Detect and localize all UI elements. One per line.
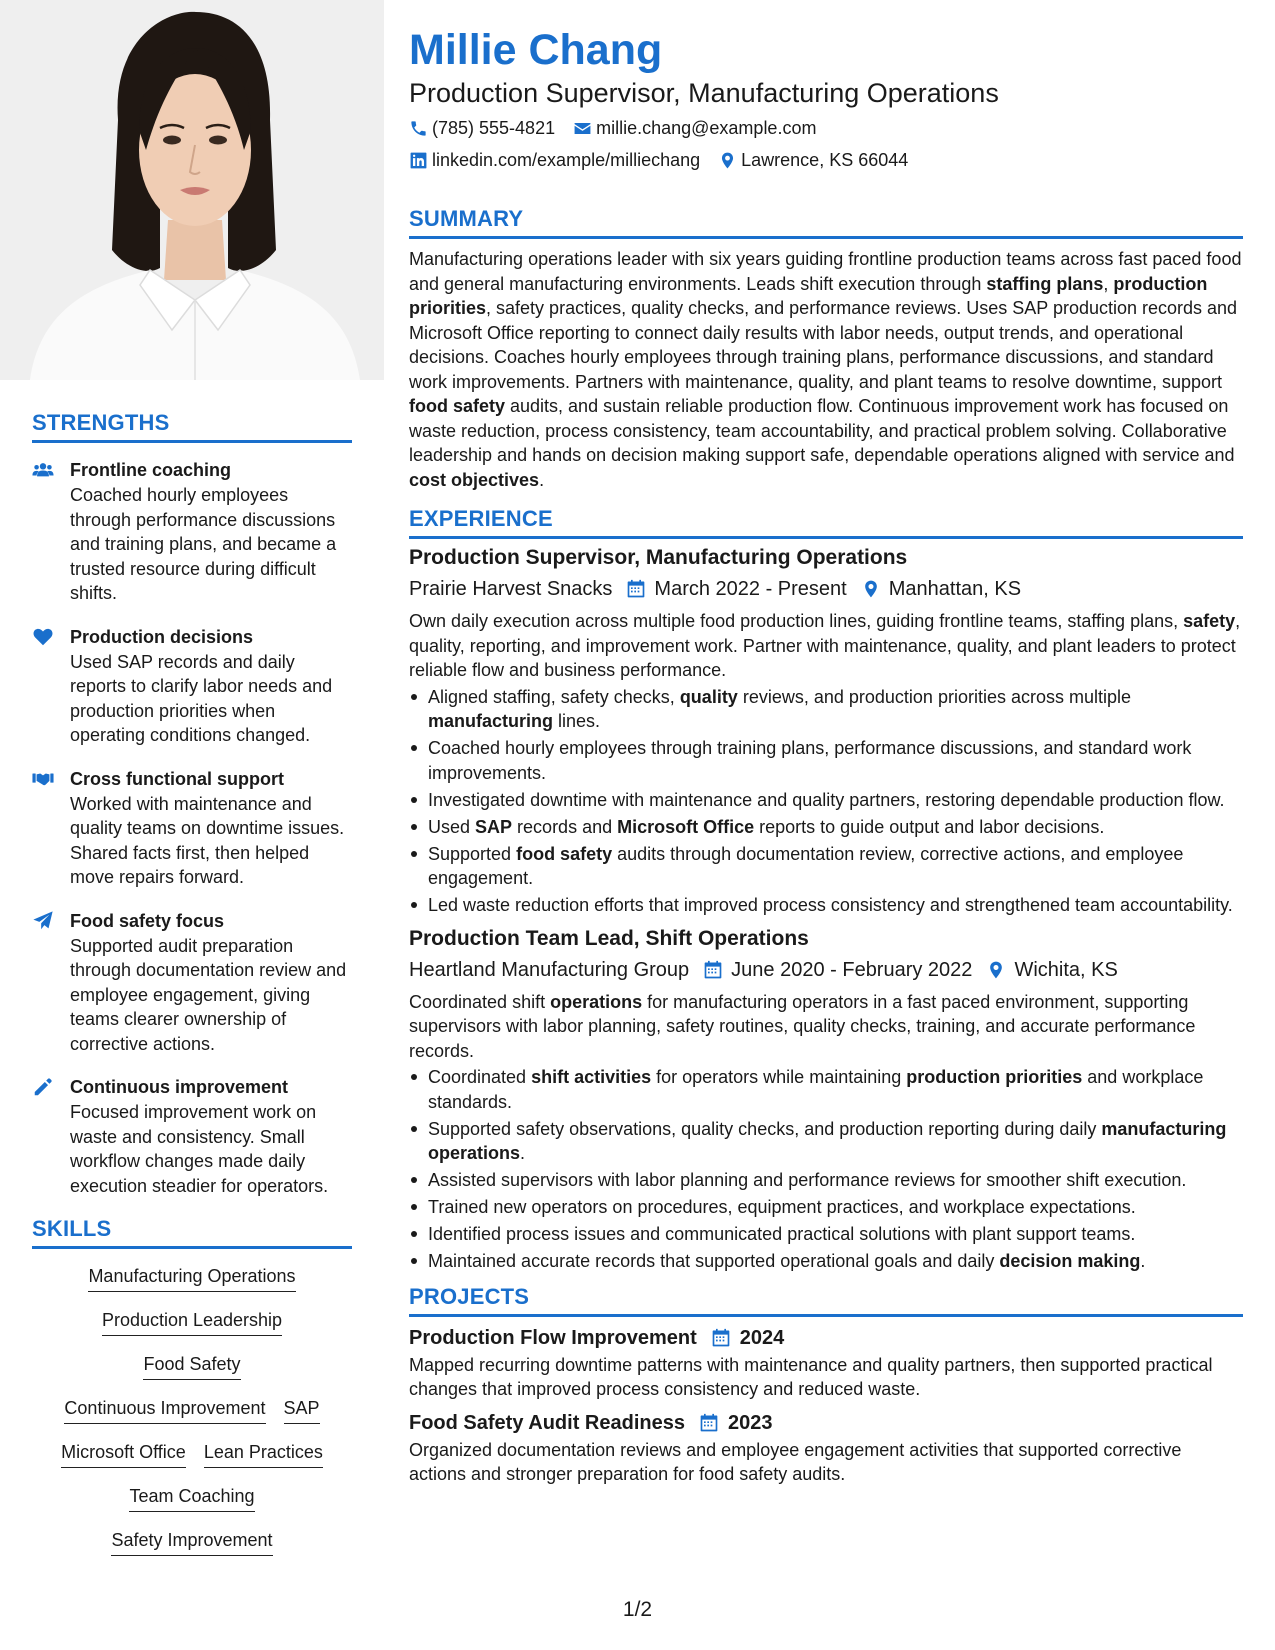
bold-text: food safety [409,396,506,416]
skill-tag: Lean Practices [204,1439,323,1468]
skill-tag: Team Coaching [129,1483,254,1512]
bold-text: production priorities [906,1067,1083,1087]
bold-text: shift activities [531,1067,652,1087]
sidebar [0,0,384,1650]
linkedin-contact[interactable] [409,144,700,176]
calendar-icon [626,579,646,599]
bullet-item: Supported food safety audits through documentation review, corrective actions, and employee engagement. [409,842,1243,891]
project-year: 2024 [739,1326,785,1349]
calendar-icon [699,1413,719,1433]
bullet-item: Coordinated shift activities for operators while maintaining production priorities and workplace standards. [409,1065,1243,1114]
bullet-item: Identified process issues and communicated practical solutions with plant support teams. [409,1222,1243,1247]
candidate-name: Millie Chang [409,26,663,74]
experience-heading: EXPERIENCE [409,506,1243,539]
phone-icon [409,119,428,138]
company-name: Prairie Harvest Snacks [409,578,613,600]
strength-title: Continuous improvement [70,1077,289,1097]
skill-tag: SAP [284,1395,320,1424]
location-text: Manhattan, KS [888,578,1022,600]
strength-item [32,1074,352,1198]
strength-item [32,624,352,748]
pencil-icon [32,1074,70,1198]
project-title-row [409,1408,1243,1438]
project-entry [409,1323,1243,1402]
heart-icon [32,624,70,748]
page-number: 1/2 [622,1598,653,1621]
contact-row [409,112,1243,144]
company-name: Heartland Manufacturing Group [409,958,690,981]
bold-text: manufacturing [428,711,554,731]
email-text: millie.chang@example.com [596,118,817,138]
job-meta [409,573,1243,605]
headline: Production Supervisor, Manufacturing Operations [409,78,999,108]
envelope-icon [573,119,592,138]
strength-item [32,908,352,1057]
strength-desc: Supported audit preparation through documentation review and employee engagement, giving teams clearer ownership of corrective actions. [70,935,347,1054]
location-contact [718,144,908,176]
calendar-icon [711,1328,731,1348]
bullet-item: Supported safety observations, quality checks, and production reporting during daily manufacturing operations. [409,1117,1243,1166]
main-column [409,24,1243,1487]
job-entry [409,924,1243,1274]
job-dates [703,954,972,986]
bold-text: manufacturing operations [428,1118,1227,1163]
skill-tag: Food Safety [143,1351,240,1380]
calendar-icon [703,960,723,980]
map-pin-icon [861,579,881,599]
skill-tag: Manufacturing Operations [88,1263,295,1292]
skills-section [32,1216,352,1571]
strength-title: Food safety focus [70,910,225,931]
handshake-icon [32,766,70,890]
summary-text: Manufacturing operations leader with six years guiding frontline production teams across fast paced food and general manufacturing environments. Leads shift execution through staffing plans, production priorities, safety practices, quality checks, and performance reviews. Uses SAP production records and Microsoft Office reporting to connect daily results with labor needs, output trends, and operational decisions. Coaches hourly employees through training plans, performance discussions, and standard work improvements. Partners with maintenance, quality, and plant teams to resolve downtime, support food safety audits, and sustain reliable production flow. Continuous improvement work has focused on waste reduction, process consistency, team accountability, and practical problem solving. Collaborative leadership and hands on decision making support safe, dependable operations aligned with service and cost objectives. [409,249,1242,490]
job-entry [409,543,1243,918]
project-desc: Organized documentation reviews and employee engagement activities that supported corrective actions and stronger preparation for food safety audits. [409,1439,1182,1484]
bullet-item: Assisted supervisors with labor planning and performance reviews for smoother shift execution. [409,1168,1243,1193]
bold-text: safety [1183,611,1236,631]
job-title: Production Supervisor, Manufacturing Operations [409,546,908,569]
job-intro: Own daily execution across multiple food production lines, guiding frontline teams, staffing plans, safety, quality, reporting, and improvement work. Partner with maintenance, quality, and plant leaders to protect reliable flow and business performance. [409,611,1241,680]
dates-text: March 2022 - Present [654,578,847,600]
bold-text: Microsoft Office [617,816,755,837]
projects-heading: PROJECTS [409,1284,1243,1317]
strength-item [32,457,352,606]
email-contact[interactable] [573,112,816,144]
phone-contact[interactable] [409,112,555,144]
skill-tag: Production Leadership [102,1307,282,1336]
job-location [986,954,1117,986]
job-location [861,573,1021,605]
strength-desc: Worked with maintenance and quality teams on downtime issues. Shared facts first, then helped move repairs forward. [70,793,345,887]
experience-section [409,506,1243,1274]
project-title: Food Safety Audit Readiness [409,1411,685,1434]
linkedin-icon [409,151,428,170]
summary-section [409,206,1243,492]
bold-text: decision making [999,1251,1141,1271]
bullet-item: Maintained accurate records that supported operational goals and daily decision making. [409,1249,1243,1274]
dates-text: June 2020 - February 2022 [731,958,973,981]
summary-heading: SUMMARY [409,206,1243,239]
strengths-heading: STRENGTHS [32,410,352,443]
job-dates [626,573,846,605]
linkedin-text: linkedin.com/example/milliechang [432,150,701,170]
project-year: 2023 [727,1411,773,1434]
strength-desc: Focused improvement work on waste and consistency. Small workflow changes made daily execution steadier for operators. [70,1102,329,1196]
strength-title: Frontline coaching [70,460,232,480]
bold-text: operations [550,991,643,1012]
map-pin-icon [986,960,1006,980]
strength-item [32,766,352,890]
bold-text: staffing plans [986,273,1104,294]
job-title: Production Team Lead, Shift Operations [409,926,809,950]
job-bullets [409,1065,1243,1274]
project-title: Production Flow Improvement [409,1326,697,1349]
bullet-item: Investigated downtime with maintenance and quality partners, restoring dependable production flow. [409,788,1243,813]
paper-plane-icon [32,908,70,1057]
bullet-item: Coached hourly employees through training plans, performance discussions, and standard work improvements. [409,736,1243,785]
bold-text: SAP [475,816,513,837]
location-text: Wichita, KS [1014,958,1118,981]
job-intro: Coordinated shift operations for manufacturing operators in a fast paced environment, supporting supervisors with labor planning, safety routines, quality checks, training, and accurate performance records. [409,991,1196,1061]
users-icon [32,457,70,606]
projects-section [409,1284,1243,1487]
strength-desc: Used SAP records and daily reports to clarify labor needs and production priorities when operating conditions changed. [70,651,333,745]
strength-desc: Coached hourly employees through performance discussions and training plans, and became a trusted resource during difficult shifts. [70,485,337,603]
strength-title: Production decisions [70,626,254,647]
project-title-row [409,1323,1243,1353]
bold-text: cost objectives [409,469,540,490]
project-entry [409,1408,1243,1487]
contact-row [409,144,1243,176]
job-bullets [409,685,1243,918]
bullet-item: Aligned staffing, safety checks, quality reviews, and production priorities across multiple manufacturing lines. [409,685,1243,734]
bold-text: food safety [516,843,613,864]
job-meta [409,954,1243,986]
map-pin-icon [718,151,737,170]
project-desc: Mapped recurring downtime patterns with maintenance and quality partners, then supported practical changes that improved process consistency and reduced waste. [409,1354,1213,1399]
bullet-item: Led waste reduction efforts that improved process consistency and strengthened team accountability. [409,893,1243,918]
phone-text: (785) 555-4821 [432,118,556,138]
skill-tag: Continuous Improvement [64,1395,265,1424]
skill-tag: Safety Improvement [111,1527,272,1556]
bullet-item: Used SAP records and Microsoft Office reports to guide output and labor decisions. [409,815,1243,840]
profile-photo [0,0,384,380]
skills-heading: SKILLS [32,1216,352,1249]
location-text: Lawrence, KS 66044 [741,150,909,170]
strength-title: Cross functional support [70,768,285,789]
bullet-item: Trained new operators on procedures, equipment practices, and workplace expectations. [409,1195,1243,1220]
bold-text: production priorities [409,273,1208,318]
bold-text: quality [679,686,738,707]
skill-tag: Microsoft Office [61,1439,186,1468]
skills-list [32,1263,352,1571]
